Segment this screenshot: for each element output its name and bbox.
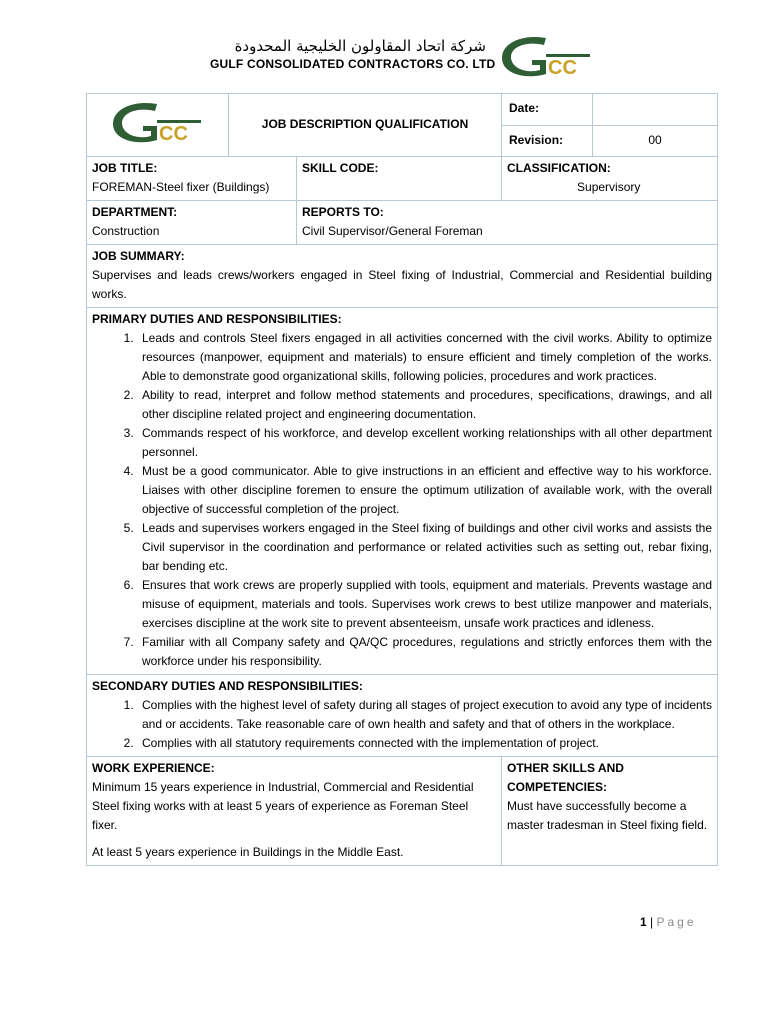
skill-code-label: SKILL CODE: xyxy=(302,161,379,175)
list-item: 1. Leads and controls Steel fixers engaged in all activities concerned with the civil works. Ability to optimize resources (manpower, equipment and materials) to ensure efficient and timely completion of the works. Able to demonstrate good organizational skills, following policies, procedures and work practices. xyxy=(137,329,712,386)
work-experience-text: Minimum 15 years experience in Industrial, Commercial and Residential Steel fixing works with at least 5 years of experience as Foreman Steel fixer. xyxy=(92,780,474,832)
company-name-english: GULF CONSOLIDATED CONTRACTORS CO. LTD xyxy=(210,57,496,71)
letterhead xyxy=(0,30,768,82)
list-item: 6. Ensures that work crews are properly supplied with tools, equipment and materials. Prevents wastage and misuse of equipment, materials and tools. Supervises work crews to best utilize manpower and materials, exercises discipline at the work site to prevent absenteeism, unsafe work practices and idleness. xyxy=(137,576,712,633)
reports-to-label: REPORTS TO: xyxy=(302,205,384,219)
date-value xyxy=(593,94,718,126)
list-item: 7. Familiar with all Company safety and QA/QC procedures, regulations and strictly enforces them with the workforce under his responsibility. xyxy=(137,633,712,671)
revision-value: 00 xyxy=(593,125,718,157)
job-summary-text: Supervises and leads crews/workers engaged in Steel fixing of Industrial, Commercial and Residential building works. xyxy=(92,268,713,301)
primary-duties-label: PRIMARY DUTIES AND RESPONSIBILITIES: xyxy=(92,312,342,326)
list-item: 2. Ability to read, interpret and follow method statements and procedures, specifications, drawings, and all other discipline related project and engineering documentation. xyxy=(137,386,712,424)
reports-to-value: Civil Supervisor/General Foreman xyxy=(302,224,483,238)
revision-label: Revision: xyxy=(502,125,593,157)
department-label: DEPARTMENT: xyxy=(92,205,178,219)
footer-separator: | xyxy=(650,915,654,929)
page-footer xyxy=(640,915,697,929)
job-summary-cell xyxy=(87,245,718,308)
job-summary-label: JOB SUMMARY: xyxy=(92,249,185,263)
list-item: 5. Leads and supervises workers engaged in the Steel fixing of buildings and other civil works and assists the Civil supervisor in the coordination and performance or related activities such as setting out, rebar fixing, bar bending etc. xyxy=(137,519,712,576)
classification-cell xyxy=(502,157,718,201)
other-skills-label: OTHER SKILLS AND COMPETENCIES: xyxy=(507,761,624,794)
department-cell xyxy=(87,201,297,245)
job-title-cell xyxy=(87,157,297,201)
logo-letters: CC xyxy=(158,123,188,145)
list-item: 4. Must be a good communicator. Able to give instructions in an efficient and effective way to his workforce. Liaises with other discipline foremen to ensure the optimum utilization of available work, with the overall objective of successful completion of the project. xyxy=(137,462,712,519)
secondary-duties-list xyxy=(92,696,712,753)
job-title-label: JOB TITLE: xyxy=(92,161,158,175)
gcc-logo xyxy=(103,98,213,146)
other-skills-cell xyxy=(502,757,718,866)
company-name-arabic: شركة اتحاد المقاولون الخليجية المحدودة xyxy=(234,38,486,54)
primary-duties-list xyxy=(92,329,712,671)
classification-value: Supervisory xyxy=(577,180,641,194)
gcc-logo xyxy=(494,32,598,80)
work-experience-cell xyxy=(87,757,502,866)
logo-letters: CC xyxy=(548,57,577,79)
classification-label: CLASSIFICATION: xyxy=(507,161,611,175)
work-experience-text-2: At least 5 years experience in Buildings in the Middle East. xyxy=(92,845,404,859)
job-description-table xyxy=(86,93,718,866)
list-item: 2. Complies with all statutory requirements connected with the implementation of project. xyxy=(137,734,712,753)
secondary-duties-label: SECONDARY DUTIES AND RESPONSIBILITIES: xyxy=(92,679,363,693)
primary-duties-cell xyxy=(87,308,718,675)
header-logo-cell xyxy=(87,94,229,157)
reports-to-cell xyxy=(297,201,718,245)
other-skills-text: Must have successfully become a master tradesman in Steel fixing field. xyxy=(507,799,708,832)
list-item: 1. Complies with the highest level of safety during all stages of project execution to avoid any type of incidents and or accidents. Take reasonable care of own health and safety and that of others in the workplace. xyxy=(137,696,712,734)
document-title: JOB DESCRIPTION QUALIFICATION xyxy=(229,94,502,157)
page-number: 1 xyxy=(640,915,647,929)
department-value: Construction xyxy=(92,224,160,238)
list-item: 3. Commands respect of his workforce, and develop excellent working relationships with all other department personnel. xyxy=(137,424,712,462)
work-experience-label: WORK EXPERIENCE: xyxy=(92,761,215,775)
date-label: Date: xyxy=(502,94,593,126)
page-word: Page xyxy=(656,915,697,929)
secondary-duties-cell xyxy=(87,675,718,757)
skill-code-cell xyxy=(297,157,502,201)
job-title-value: FOREMAN-Steel fixer (Buildings) xyxy=(92,180,270,194)
